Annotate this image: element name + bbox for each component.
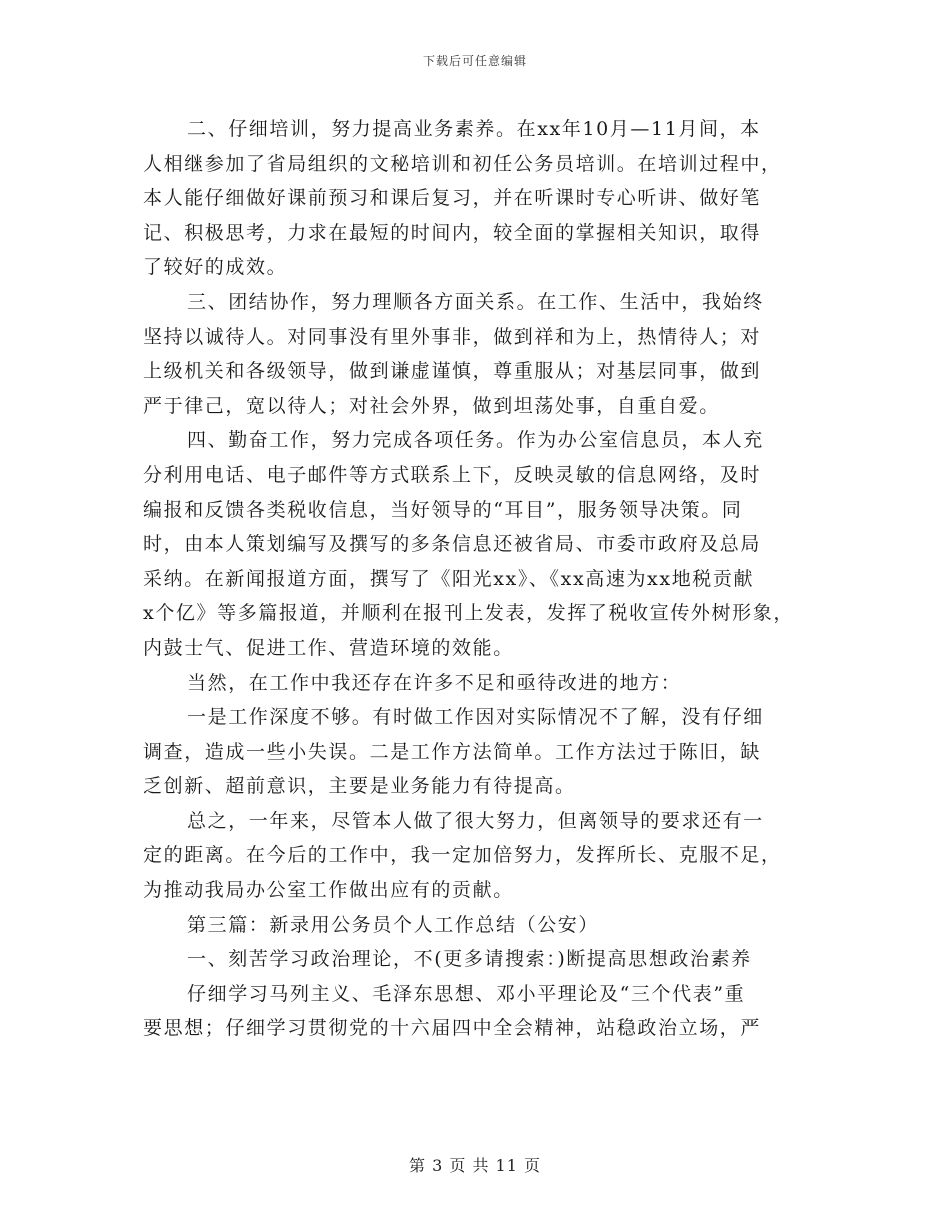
- text-line: 定的距离。在今后的工作中，我一定加倍努力，发挥所长、克服不足，: [143, 844, 782, 867]
- text-line: 当然，在工作中我还存在许多不足和亟待改进的地方：: [187, 671, 682, 694]
- text-line: 人相继参加了省局组织的文秘培训和初任公务员培训。在培训过程中，: [143, 152, 782, 175]
- page-header: 下载后可任意编辑: [422, 54, 527, 68]
- text-line: 采纳。在新闻报道方面，撰写了《阳光xx》、《xx高速为xx地税贡献: [143, 567, 755, 590]
- text-line: 坚持以诚待人。对同事没有里外事非，做到祥和为上，热情待人；对: [143, 325, 762, 348]
- text-line: 时，由本人策划编写及撰写的多条信息还被省局、市委市政府及总局: [143, 533, 762, 556]
- text-line: 上级机关和各级领导，做到谦虚谨慎，尊重服从；对基层同事，做到: [143, 360, 762, 383]
- text-line: 调查，造成一些小失误。二是工作方法简单。工作方法过于陈旧，缺: [143, 740, 762, 763]
- text-line: 了较好的成效。: [143, 256, 288, 279]
- text-line: 本人能仔细做好课前预习和课后复习，并在听课时专心听讲、做好笔: [143, 187, 762, 210]
- text-line: 记、积极思考，力求在最短的时间内，较全面的掌握相关知识，取得: [143, 221, 762, 244]
- text-line: 第三篇：新录用公务员个人工作总结（公安）: [187, 913, 600, 936]
- text-line: x个亿》等多篇报道，并顺利在报刊上发表，发挥了税收宣传外树形象，: [143, 602, 794, 625]
- text-line: 一、刻苦学习政治理论，不(更多请搜索：)断提高思想政治素养: [187, 948, 752, 971]
- text-line: 一是工作深度不够。有时做工作因对实际情况不了解，没有仔细: [187, 706, 764, 729]
- text-line: 要思想；仔细学习贯彻党的十六届四中全会精神，站稳政治立场，严: [143, 1017, 762, 1040]
- text-line: 乏创新、超前意识，主要是业务能力有待提高。: [143, 775, 576, 798]
- text-line: 严于律己，宽以待人；对社会外界，做到坦荡处事，自重自爱。: [143, 394, 720, 417]
- text-line: 为推动我局办公室工作做出应有的贡献。: [143, 879, 514, 902]
- document-body: [143, 112, 823, 1046]
- text-line: 二、仔细培训，努力提高业务素养。在xx年10月—11月间，本: [187, 118, 761, 140]
- page-footer: 第 3 页 共 11 页: [409, 1156, 541, 1175]
- text-line: 三、团结协作，努力理顺各方面关系。在工作、生活中，我始终: [187, 290, 764, 313]
- text-line: 分利用电话、电子邮件等方式联系上下，反映灵敏的信息网络，及时: [143, 463, 762, 486]
- text-line: 四、勤奋工作，努力完成各项任务。作为办公室信息员，本人充: [187, 429, 764, 452]
- text-line: 总之，一年来，尽管本人做了很大努力，但离领导的要求还有一: [187, 809, 764, 832]
- text-line: 编报和反馈各类税收信息，当好领导的“耳目”，服务领导决策。同: [143, 498, 743, 521]
- text-line: 内鼓士气、促进工作、营造环境的效能。: [143, 636, 514, 659]
- text-line: 仔细学习马列主义、毛泽东思想、邓小平理论及“三个代表”重: [187, 982, 746, 1005]
